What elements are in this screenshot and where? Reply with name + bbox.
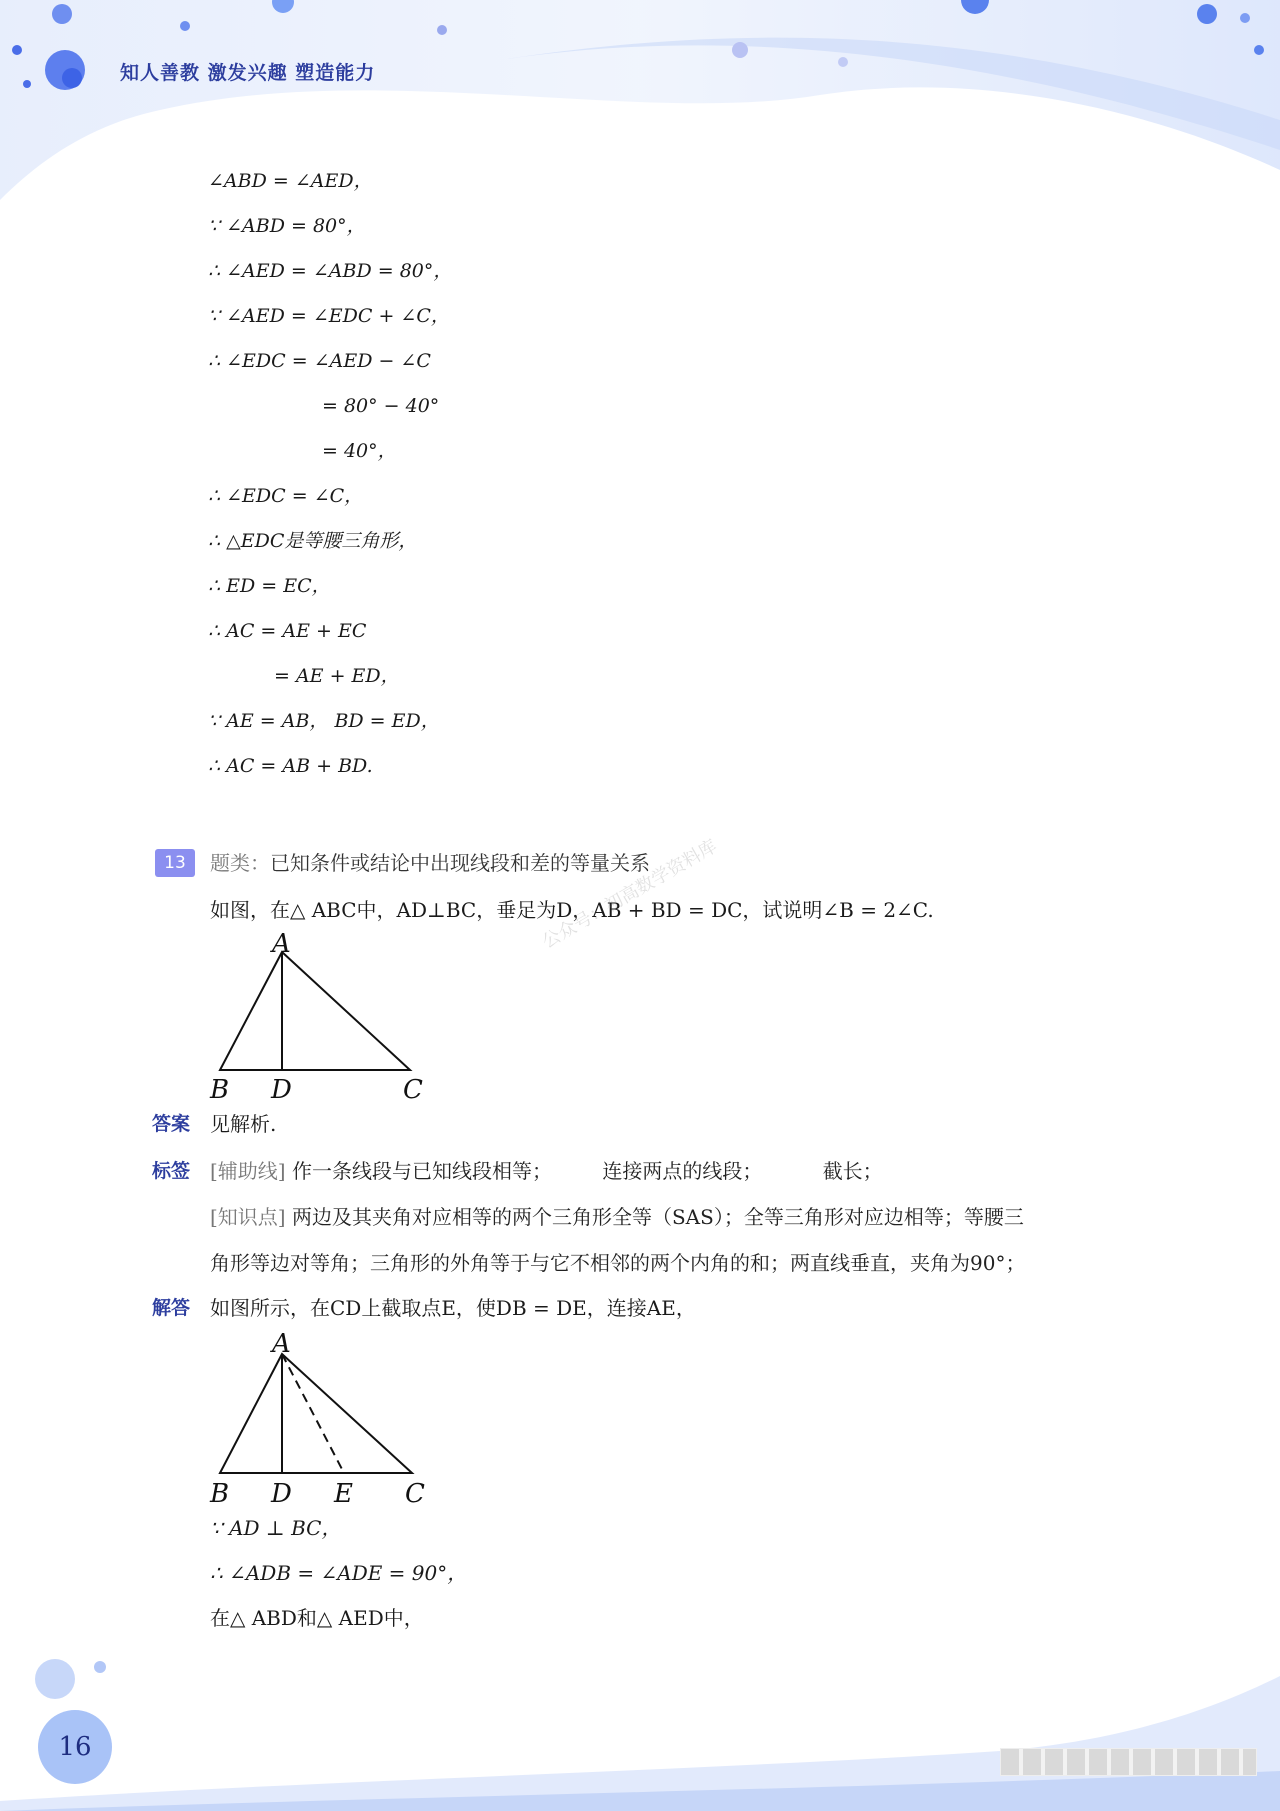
solution-badge: 解答 (151, 1297, 190, 1319)
label-b: B (210, 1075, 230, 1105)
knowledge-text-1: 两边及其夹角对应相等的两个三角形全等（SAS）；全等三角形对应边相等；等腰三 (291, 1205, 1024, 1229)
label-e: E (334, 1479, 353, 1509)
dashed-segment-ae (282, 1354, 344, 1473)
header-title: 知人善教 激发兴趣 塑造能力 (120, 62, 376, 84)
proof-step: ∴ ∠EDC = ∠AED − ∠C (208, 350, 431, 372)
proof-step: ∠ABD = ∠AED， (208, 170, 373, 192)
proof-step: ∴ ED = EC， (208, 575, 331, 597)
label-a: A (272, 1330, 291, 1359)
tags-aux-line (210, 1156, 883, 1186)
label-b: B (210, 1479, 230, 1509)
knowledge-text-2: 角形等边对等角；三角形的外角等于与它不相邻的两个内角的和；两直线垂直，夹角为90°； (210, 1251, 1026, 1275)
label-c: C (405, 1479, 425, 1509)
label-d: D (271, 1479, 292, 1509)
question-type (210, 849, 650, 877)
solution-intro: 如图所示，在CD上截取点E，使DB = DE，连接AE， (210, 1296, 696, 1320)
footer-wave-decoration (0, 1651, 1280, 1811)
label-a: A (272, 930, 291, 959)
knowledge-label: [知识点] (210, 1205, 286, 1229)
question-number-badge: 13 (155, 849, 195, 877)
triangle-abc (220, 952, 410, 1070)
solution-line: ∵ AD ⊥ BC， (210, 1516, 342, 1540)
watermark: 公众号：初高数学资料库 (538, 835, 721, 953)
proof-step: = 80° − 40° (322, 395, 440, 417)
proof-step: ∵ ∠ABD = 80°， (208, 215, 366, 237)
solution-line: 在△ ABD和△ AED中， (210, 1606, 424, 1630)
tags-knowledge-line (210, 1202, 1024, 1232)
proof-step: ∴ AC = AB + BD. (208, 755, 373, 777)
answer-text: 见解析. (210, 1112, 277, 1136)
triangle-figure-1 (205, 930, 445, 1105)
aux-item: 连接两点的线段； (602, 1159, 763, 1183)
proof-step: = AE + ED， (274, 665, 400, 687)
proof-step: ∴ ∠EDC = ∠C， (208, 485, 364, 507)
question-type-label: 题类： (210, 851, 270, 875)
tags-badge: 标签 (151, 1160, 190, 1182)
triangle-figure-2 (205, 1330, 445, 1510)
aux-item: 作一条线段与已知线段相等； (291, 1159, 552, 1183)
question-type-text: 已知条件或结论中出现线段和差的等量关系 (270, 851, 650, 875)
page-number: 16 (38, 1710, 112, 1784)
question-text: 如图，在△ ABC中，AD⊥BC，垂足为D，AB + BD = DC，试说明∠B = 2∠C. (210, 898, 934, 922)
proof-steps (208, 166, 1108, 796)
solution-line: ∴ ∠ADB = ∠ADE = 90°， (210, 1561, 468, 1585)
proof-step: ∵ AE = AB， BD = ED， (208, 710, 440, 732)
label-c: C (403, 1075, 423, 1105)
aux-label: [辅助线] (210, 1159, 286, 1183)
answer-badge: 答案 (151, 1113, 190, 1135)
proof-step: ∴ ∠AED = ∠ABD = 80°， (208, 260, 453, 282)
aux-item: 截长； (822, 1159, 883, 1183)
label-d: D (271, 1075, 292, 1105)
proof-step: = 40°， (322, 440, 397, 462)
proof-step: ∴ AC = AE + EC (208, 620, 367, 642)
triangle-abc (220, 1354, 412, 1473)
proof-step: ∵ ∠AED = ∠EDC + ∠C， (208, 305, 450, 327)
proof-step: ∴ △EDC是等腰三角形， (208, 530, 418, 552)
signature-bar (1000, 1748, 1257, 1776)
